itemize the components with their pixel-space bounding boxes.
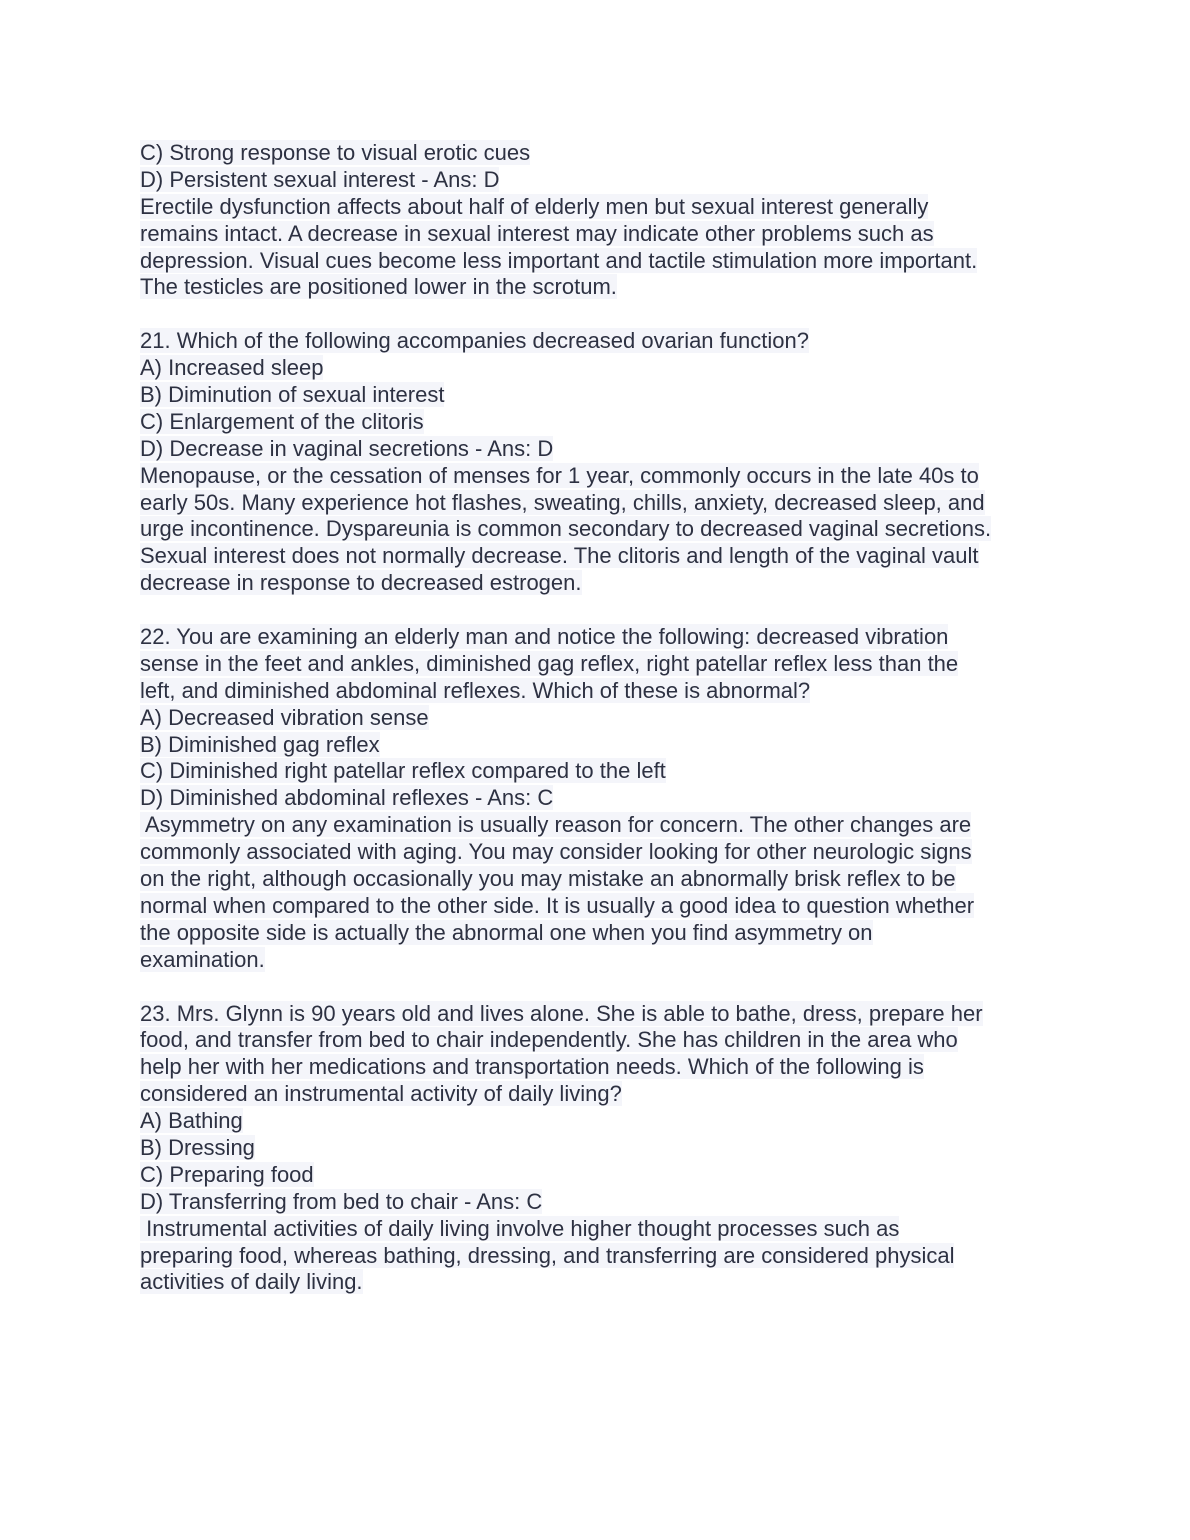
text-line [140, 543, 1100, 570]
text-line [140, 1162, 1100, 1189]
text-line [140, 651, 1100, 678]
text-line [140, 705, 1100, 732]
text-line-content: commonly associated with aging. You may consider looking for other neurologic signs [140, 839, 972, 865]
blank-line [140, 301, 1100, 328]
text-line [140, 812, 1100, 839]
text-line [140, 355, 1100, 382]
text-line [140, 947, 1100, 974]
text-line-content: A) Decreased vibration sense [140, 704, 429, 730]
text-line-content: Erectile dysfunction affects about half of elderly men but sexual interest generally [140, 193, 929, 219]
text-line [140, 732, 1100, 759]
text-line [140, 920, 1100, 947]
text-line [140, 516, 1100, 543]
text-line [140, 194, 1100, 221]
text-line-content: B) Diminished gag reflex [140, 731, 380, 757]
text-line [140, 463, 1100, 490]
text-line [140, 570, 1100, 597]
text-line [140, 409, 1100, 436]
text-line-content: 23. Mrs. Glynn is 90 years old and lives alone. She is able to bathe, dress, prepare her [140, 1000, 983, 1026]
text-line-content: preparing food, whereas bathing, dressing, and transferring are considered physical [140, 1242, 955, 1268]
text-line [140, 1216, 1100, 1243]
text-line [140, 436, 1100, 463]
text-line [140, 1001, 1100, 1028]
text-line-content: urge incontinence. Dyspareunia is common secondary to decreased vaginal secretions. [140, 516, 992, 542]
text-line-content: D) Decrease in vaginal secretions - Ans: D [140, 435, 554, 461]
text-line [140, 758, 1100, 785]
text-line-content: examination. [140, 946, 265, 972]
text-line-content: C) Preparing food [140, 1161, 314, 1187]
text-line [140, 274, 1100, 301]
text-line-content: sense in the feet and ankles, diminished gag reflex, right patellar reflex less than the [140, 650, 959, 676]
text-line-content: B) Dressing [140, 1134, 255, 1160]
text-line-content: B) Diminution of sexual interest [140, 382, 445, 408]
text-line [140, 839, 1100, 866]
text-line-content: The testicles are positioned lower in the scrotum. [140, 274, 617, 300]
text-line-content: A) Increased sleep [140, 355, 324, 381]
blank-line [140, 974, 1100, 1001]
text-line-content: 21. Which of the following accompanies decreased ovarian function? [140, 328, 809, 354]
text-line [140, 866, 1100, 893]
text-line-content: 22. You are examining an elderly man and notice the following: decreased vibration [140, 624, 949, 650]
text-line-content: A) Bathing [140, 1108, 243, 1134]
text-line [140, 1269, 1100, 1296]
text-line-content: remains intact. A decrease in sexual interest may indicate other problems such as [140, 220, 934, 246]
text-line [140, 624, 1100, 651]
text-line [140, 1027, 1100, 1054]
text-line [140, 1243, 1100, 1270]
document-page [140, 140, 1100, 1296]
text-line [140, 1135, 1100, 1162]
text-line [140, 140, 1100, 167]
text-line [140, 221, 1100, 248]
text-line [140, 328, 1100, 355]
text-line-content: the opposite side is actually the abnormal one when you find asymmetry on [140, 919, 873, 945]
text-line [140, 490, 1100, 517]
text-line-content: D) Persistent sexual interest - Ans: D [140, 166, 500, 192]
text-line [140, 167, 1100, 194]
blank-line [140, 597, 1100, 624]
text-line-content: on the right, although occasionally you may mistake an abnormally brisk reflex to be [140, 866, 956, 892]
text-line-content: decrease in response to decreased estrogen. [140, 570, 582, 596]
text-line-content: activities of daily living. [140, 1269, 363, 1295]
text-line [140, 248, 1100, 275]
text-line-content: Sexual interest does not normally decrease. The clitoris and length of the vaginal vault [140, 543, 979, 569]
text-line [140, 785, 1100, 812]
text-line [140, 1081, 1100, 1108]
text-line-content: left, and diminished abdominal reflexes. Which of these is abnormal? [140, 677, 811, 703]
text-line-content: D) Transferring from bed to chair - Ans: C [140, 1188, 543, 1214]
text-line [140, 893, 1100, 920]
text-line-content: C) Diminished right patellar reflex compared to the left [140, 758, 666, 784]
text-line-content: D) Diminished abdominal reflexes - Ans: C [140, 785, 554, 811]
text-line [140, 1108, 1100, 1135]
text-line-content: normal when compared to the other side. It is usually a good idea to question whether [140, 892, 975, 918]
text-line-content: help her with her medications and transportation needs. Which of the following is [140, 1054, 924, 1080]
text-line-content: considered an instrumental activity of daily living? [140, 1081, 622, 1107]
text-line-content: depression. Visual cues become less important and tactile stimulation more important. [140, 247, 978, 273]
text-line-content: early 50s. Many experience hot flashes, sweating, chills, anxiety, decreased sleep, and [140, 489, 985, 515]
text-line-content: C) Strong response to visual erotic cues [140, 140, 531, 165]
text-line-content: Asymmetry on any examination is usually reason for concern. The other changes are [140, 812, 972, 838]
text-line-content: Instrumental activities of daily living involve higher thought processes such as [140, 1215, 900, 1241]
text-line [140, 382, 1100, 409]
text-line [140, 678, 1100, 705]
text-line [140, 1189, 1100, 1216]
text-line-content: food, and transfer from bed to chair independently. She has children in the area who [140, 1027, 958, 1053]
text-line-content: C) Enlargement of the clitoris [140, 408, 424, 434]
text-line [140, 1054, 1100, 1081]
text-line-content: Menopause, or the cessation of menses for 1 year, commonly occurs in the late 40s to [140, 462, 979, 488]
